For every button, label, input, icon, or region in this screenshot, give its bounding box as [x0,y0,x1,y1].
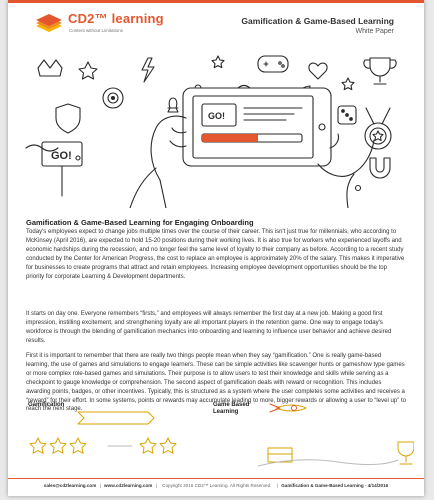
ribbon-icon [78,412,154,424]
trophy-icon [364,58,396,84]
footer-email[interactable]: sales@cd2learning.com [43,483,97,488]
target-icon [103,88,123,108]
brand-tagline: Content without Limitations [69,28,124,33]
dice-icon [338,106,356,124]
crown-icon [38,60,62,76]
trophy-icon [398,442,414,464]
cd2-logo-icon [34,12,64,34]
lightning-icon [142,58,154,82]
rocket-icon [270,404,306,412]
brand-name: CD2™ learning [68,11,164,26]
shield-icon [56,104,80,133]
body-paragraph-1: Today's employees expect to change jobs multiple times over the course of their career. This isn't just true for millennials, who according to McKinsey (April 2016), are expected to hold 15-20 positions during their working lives. It is also true for workers who experienced layoffs and economic hardships during the recession, and no longer feel the same level of loyalty to their company as before. According to a recent study conducted by the Center for American Progress, the cost to replace an employee is approximately 20% of the salary. This makes it imperative for businesses to create programs that attract and retain employees. Increasing employee development opportunities should be the top priority for corporate Learning & Development departments. [26,229,405,280]
medal-icon [365,108,391,149]
magnet-icon [370,158,390,178]
footer-separator: | [99,483,101,488]
heart-icon [309,63,327,79]
body-paragraph-3: First it is important to remember that there are really two things people mean when they say “gamification.” One is really game-based learning, the use of games and simulations to engage learners. These can be simple activities like scavenger hunts or gameshow type games or more complex role-based games and simulations. Their purpose is to allow users to test their knowledge and skills while serving as a checkpoint to gauge knowledge or comprehension. The second aspect of gamification deals with reward or recognition. This includes awarding points, badges, or other incentives. Typically, this is structured as a system where the user completes some activities and receives a “reward” for their effort. In some systems, points or rewards may accumulate leading to more, bigger rewards or allowing a user to “level up” to reach the next stage. [26,353,406,413]
hero-illustration [18,48,414,208]
document-title: Gamification & Game-Based Learning [241,16,394,26]
body-paragraph-2: It starts on day one. Everyone remembers “firsts,” and employees will always remember the first day at a new job. Making a good first impression, instilling excitement, and strengthening loyalty are all important players in the retention game. One way to engage today's workforce is through the blending of gamification mechanics into onboarding and learning to influence user behavior and achieve desired results. [26,311,392,344]
footer-copyright: Copyright 2016 CD2™ Learning. All Rights Reserved. [162,483,272,488]
footer-separator: | [155,483,157,488]
go-sign-icon [42,142,82,196]
footer-doc-reference: Gamification & Game-Based Learning - 4/14/2016 [281,483,389,488]
gamepad-icon [258,56,288,72]
footer-website[interactable]: www.cd2learning.com [104,483,153,488]
game-based-learning-label: Game Based Learning [213,402,250,415]
document-subtitle: White Paper [355,28,394,35]
chess-icon [168,98,178,112]
footer-rule [8,478,424,479]
hands-holding-phone-icon [130,88,374,208]
gamification-label: Gamification [28,402,65,408]
phone-screen-text: GO! [208,111,225,121]
white-paper-page [8,0,424,496]
treasure-icon [268,448,292,462]
top-accent-rule [8,0,424,3]
footer [8,480,424,492]
stars-row-icon [30,438,176,453]
stars-icon [79,56,354,90]
go-sign-text: GO! [51,150,72,162]
section-heading: Gamification & Game-Based Learning for Engaging Onboarding [26,218,254,227]
footer-separator: | [276,483,278,488]
